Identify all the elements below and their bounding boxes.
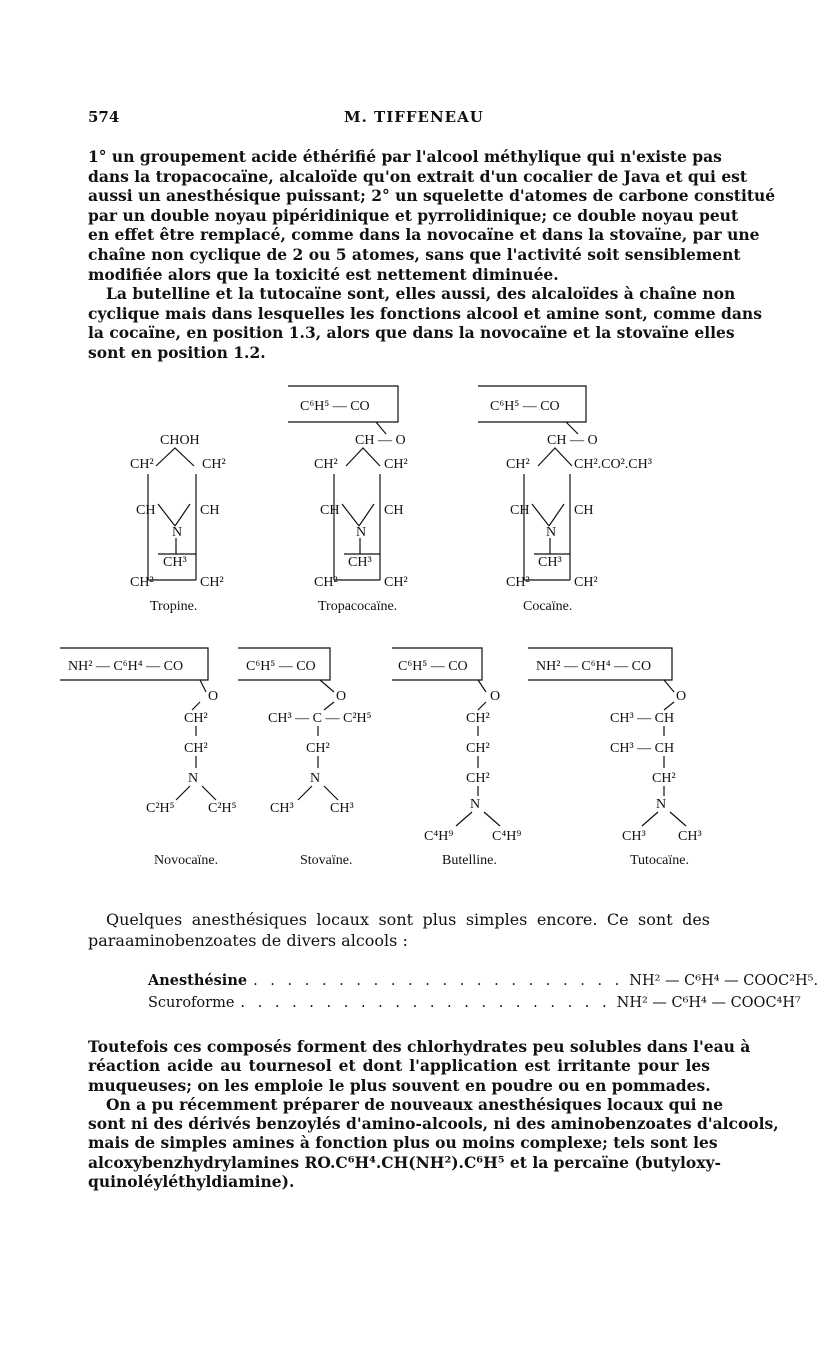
butelline-bonds (392, 648, 500, 826)
tropacocaine-n: N (356, 525, 367, 540)
tropine-n: N (172, 525, 183, 540)
tropacocaine-top: CH — O (355, 433, 406, 448)
middle-paragraph (88, 909, 710, 951)
formula-row (148, 970, 818, 992)
tropacocaine-acyl: C⁶H⁵ — CO (300, 399, 370, 414)
tropine-ch2-left: CH² (130, 457, 154, 472)
tutocaine-c1: CH³ — CH (610, 711, 675, 726)
formula-table (148, 970, 818, 1014)
tutocaine-caption: Tutocaïne. (630, 853, 689, 868)
stovaine-c2: CH² (306, 741, 330, 756)
novocaine-acyl: NH² — C⁶H⁴ — CO (68, 659, 184, 674)
leader-dots: . . . . . . . . . . . . . . . . . . . . . . (240, 995, 611, 1011)
running-title: M. TIFFENEAU (344, 108, 484, 126)
cocaine-ch-right: CH (574, 503, 594, 518)
tropacocaine-ch3: CH³ (348, 555, 372, 570)
cocaine-bottom-right: CH² (574, 575, 598, 590)
chain-structures-figure (0, 640, 800, 880)
compound-formula: NH² — C⁶H⁴ — COOC²H⁵. (629, 973, 818, 989)
formula-row (148, 992, 801, 1014)
butelline-o: O (490, 689, 501, 704)
stovaine-acyl: C⁶H⁵ — CO (246, 659, 316, 674)
text-line: 1° un groupement acide éthérifié par l'alcool méthylique qui n'existe pas (88, 147, 722, 166)
text-line: dans la tropacocaïne, alcaloïde qu'on extrait d'un cocalier de Java et qui est (88, 166, 748, 186)
text-line: sont ni des dérivés benzoylés d'amino-alcools, ni des aminobenzoates d'alcools, (88, 1114, 779, 1134)
novocaine-sub-left: C²H⁵ (146, 801, 175, 816)
text-line: cyclique mais dans lesquelles les fonctions alcool et amine sont, comme dans (88, 303, 762, 323)
cocaine-ester: CH².CO².CH³ (574, 457, 652, 472)
tutocaine-sub-left: CH³ (622, 829, 646, 844)
text-line: alcoxybenzhydrylamines RO.C⁶H⁴.CH(NH²).C⁶H⁵ et la percaïne (butyloxy- (88, 1152, 721, 1172)
stovaine-sub-left: CH³ (270, 801, 294, 816)
butelline-structure (398, 659, 521, 868)
tutocaine-c3: CH² (652, 771, 676, 786)
novocaine-o: O (208, 689, 219, 704)
tutocaine-c2: CH³ — CH (610, 741, 675, 756)
tropine-ch2-right: CH² (202, 457, 226, 472)
tropine-ch3: CH³ (163, 555, 187, 570)
butelline-caption: Butelline. (442, 853, 497, 868)
text-line: quinoléyléthyldiamine). (88, 1172, 295, 1192)
tropacocaine-ch2-left: CH² (314, 457, 338, 472)
stovaine-n: N (310, 771, 321, 786)
tropacocaine-ch-right: CH (384, 503, 404, 518)
butelline-c2: CH² (466, 741, 490, 756)
compound-name: Anesthésine (148, 972, 248, 989)
tropine-bottom-left: CH² (130, 575, 154, 590)
tutocaine-o: O (676, 689, 687, 704)
tropine-ch-left: CH (136, 503, 156, 518)
cocaine-bonds (478, 386, 586, 580)
cocaine-acyl: C⁶H⁵ — CO (490, 399, 560, 414)
cocaine-structure (490, 399, 652, 614)
tutocaine-n: N (656, 797, 667, 812)
compound-formula: NH² — C⁶H⁴ — COOC⁴H⁷ (616, 995, 801, 1011)
closing-paragraph (88, 1037, 779, 1192)
cocaine-bottom-left: CH² (506, 575, 530, 590)
butelline-c3: CH² (466, 771, 490, 786)
butelline-n: N (470, 797, 481, 812)
novocaine-n: N (188, 771, 199, 786)
butelline-sub-right: C⁴H⁹ (492, 829, 522, 844)
text-line: aussi un anesthésique puissant; 2° un squelette d'atomes de carbone constitué (88, 186, 776, 206)
cocaine-top: CH — O (547, 433, 598, 448)
text-line: Quelques anesthésiques locaux sont plus simples encore. Ce sont des (106, 910, 710, 929)
intro-paragraph (88, 147, 776, 363)
ring-structures-figure (0, 378, 800, 618)
tutocaine-sub-right: CH³ (678, 829, 702, 844)
text-line: par un double noyau pipéridinique et pyrrolidinique; ce double noyau peut (88, 205, 739, 225)
page-number: 574 (88, 108, 120, 126)
leader-dots: . . . . . . . . . . . . . . . . . . . . . . (253, 973, 624, 989)
tropine-ch-right: CH (200, 503, 220, 518)
stovaine-caption: Stovaïne. (300, 853, 353, 868)
stovaine-sub-right: CH³ (330, 801, 354, 816)
compound-name: Scuroforme (148, 995, 235, 1011)
tropacocaine-ch-left: CH (320, 503, 340, 518)
text-line: sont en position 1.2. (88, 342, 266, 362)
text-line: mais de simples amines à fonction plus ou moins complexe; tels sont les (88, 1133, 718, 1153)
tropine-bottom-right: CH² (200, 575, 224, 590)
text-line: paraaminobenzoates de divers alcools : (88, 931, 408, 950)
tropacocaine-structure (300, 399, 408, 614)
tropacocaine-ch2-right: CH² (384, 457, 408, 472)
text-line: la cocaïne, en position 1.3, alors que dans la novocaïne et la stovaïne elles (88, 323, 735, 343)
tropacocaine-bonds (288, 386, 398, 580)
cocaine-ch-left: CH (510, 503, 530, 518)
stovaine-c1: CH³ — C — C²H⁵ (268, 711, 372, 726)
novocaine-sub-right: C²H⁵ (208, 801, 237, 816)
tropine-top: CHOH (160, 433, 200, 448)
tropacocaine-bottom-right: CH² (384, 575, 408, 590)
tutocaine-acyl: NH² — C⁶H⁴ — CO (536, 659, 652, 674)
tropine-caption: Tropine. (150, 599, 198, 614)
novocaine-c1: CH² (184, 711, 208, 726)
text-line: On a pu récemment préparer de nouveaux anesthésiques locaux qui ne (106, 1094, 724, 1114)
tropacocaine-bottom-left: CH² (314, 575, 338, 590)
cocaine-ch3: CH³ (538, 555, 562, 570)
text-line: réaction acide au tournesol et dont l'application est irritante pour les (88, 1056, 710, 1076)
text-line: Toutefois ces composés forment des chlorhydrates peu solubles dans l'eau à (88, 1037, 751, 1056)
butelline-c1: CH² (466, 711, 490, 726)
text-line: La butelline et la tutocaïne sont, elles aussi, des alcaloïdes à chaîne non (106, 284, 736, 304)
stovaine-structure (246, 659, 372, 868)
tropine-structure (130, 433, 226, 614)
tropacocaine-caption: Tropacocaïne. (318, 599, 398, 614)
cocaine-ch2-left: CH² (506, 457, 530, 472)
cocaine-caption: Cocaïne. (523, 599, 573, 614)
butelline-acyl: C⁶H⁵ — CO (398, 659, 468, 674)
cocaine-n: N (546, 525, 557, 540)
novocaine-c2: CH² (184, 741, 208, 756)
butelline-sub-left: C⁴H⁹ (424, 829, 454, 844)
stovaine-o: O (336, 689, 347, 704)
text-line: muqueuses; on les emploie le plus souvent en poudre ou en pommades. (88, 1075, 711, 1095)
novocaine-caption: Novocaïne. (154, 853, 219, 868)
novocaine-structure (68, 659, 237, 868)
text-line: chaîne non cyclique de 2 ou 5 atomes, sans que l'activité soit sensiblement (88, 244, 741, 264)
tutocaine-structure (536, 659, 702, 868)
text-line: modifiée alors que la toxicité est nettement diminuée. (88, 264, 559, 284)
text-line: en effet être remplacé, comme dans la novocaïne et dans la stovaïne, par une (88, 225, 760, 245)
